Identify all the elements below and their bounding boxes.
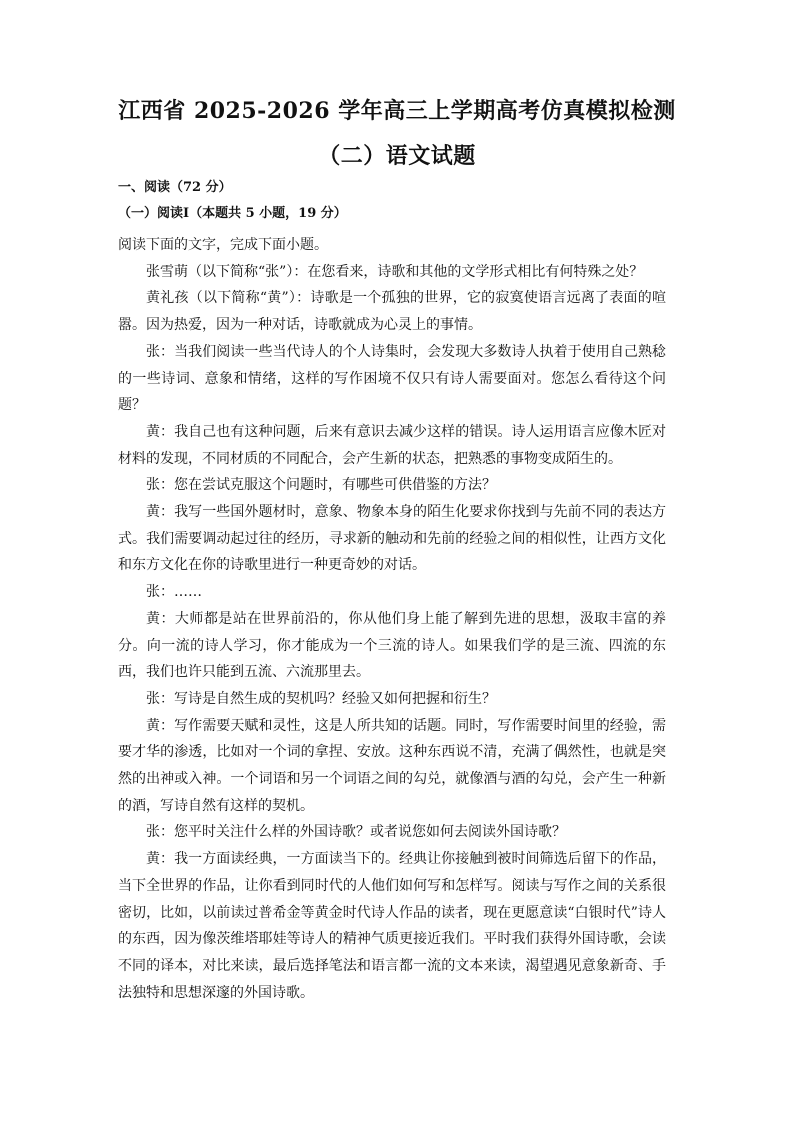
document-title-line2: （二）语文试题	[318, 143, 476, 169]
subsection-heading: （一）阅读Ⅰ（本题共 5 小题，19 分）	[118, 206, 347, 221]
paragraph: 张：写诗是自然生成的契机吗？经验又如何把握和衍生？	[146, 690, 496, 707]
instruction-text: 阅读下面的文字，完成下面小题。	[118, 237, 328, 253]
paragraph: 张：您在尝试克服这个问题时，有哪些可供借鉴的方法？	[146, 477, 496, 494]
document-title-line1: 江西省 2025-2026 学年高三上学期高考仿真模拟检测	[118, 98, 676, 124]
paragraph: 黄：我写一些国外题材时，意象、物象本身的陌生化要求你找到与先前不同的表达方式。我们需要调动起过往的经历，寻求新的触动和先前的经验之间的相似性，让西方文化和东方文化在你的诗歌里进行一种更奇妙的对话。	[118, 504, 666, 574]
paragraph: 黄：写作需要天赋和灵性，这是人所共知的话题。同时，写作需要时间里的经验，需要才华的渗透，比如对一个词的拿捏、安放。这种东西说不清，充满了偶然性，也就是突然的出神或入神。一个词语和另一个词语之间的勾兑，就像酒与酒的勾兑，会产生一种新的酒，写诗自然有这样的契机。	[118, 717, 666, 814]
paragraph: 张雪萌（以下简称“张”）：在您看来，诗歌和其他的文学形式相比有何特殊之处？	[146, 263, 644, 280]
paragraph: 黄：大师都是站在世界前沿的，你从他们身上能了解到先进的思想，汲取丰富的养分。向一流的诗人学习，你才能成为一个三流的诗人。如果我们学的是三流、四流的东西，我们也许只能到五流、六流那里去。	[118, 610, 666, 681]
paragraph: 张：当我们阅读一些当代诗人的个人诗集时，会发现大多数诗人执着于使用自己熟稔的一些诗词、意象和情绪，这样的写作困境不仅只有诗人需要面对。您怎么看待这个问题？	[118, 343, 666, 414]
paragraph: 张：……	[146, 584, 202, 601]
paragraph: 黄：我一方面读经典，一方面读当下的。经典让你接触到被时间筛选后留下的作品，当下全世界的作品，让你看到同时代的人他们如何写和怎样写。阅读与写作之间的关系很密切，比如，以前读过普希金等黄金时代诗人作品的读者，现在更愿意读“白银时代”诗人的东西，因为像茨维塔耶娃等诗人的精神气质更接近我们。平时我们获得外国诗歌，会读不同的译本，对比来读，最后选择笔法和语言都一流的文本来读，渴望遇见意象新奇、手法独特和思想深邃的外国诗歌。	[118, 851, 666, 1001]
passage-body	[118, 232, 666, 1006]
section-heading: 一、阅读（72 分）	[118, 180, 232, 195]
paragraph: 黄礼孩（以下简称“黄”）：诗歌是一个孤独的世界，它的寂寞使语言远离了表面的喧嚣。因为热爱，因为一种对话，诗歌就成为心灵上的事情。	[118, 290, 666, 334]
paragraph: 黄：我自己也有这种问题，后来有意识去减少这样的错误。诗人运用语言应像木匠对材料的发现，不同材质的不同配合，会产生新的状态，把熟悉的事物变成陌生的。	[118, 423, 666, 467]
paragraph: 张：您平时关注什么样的外国诗歌？或者说您如何去阅读外国诗歌？	[146, 824, 566, 841]
